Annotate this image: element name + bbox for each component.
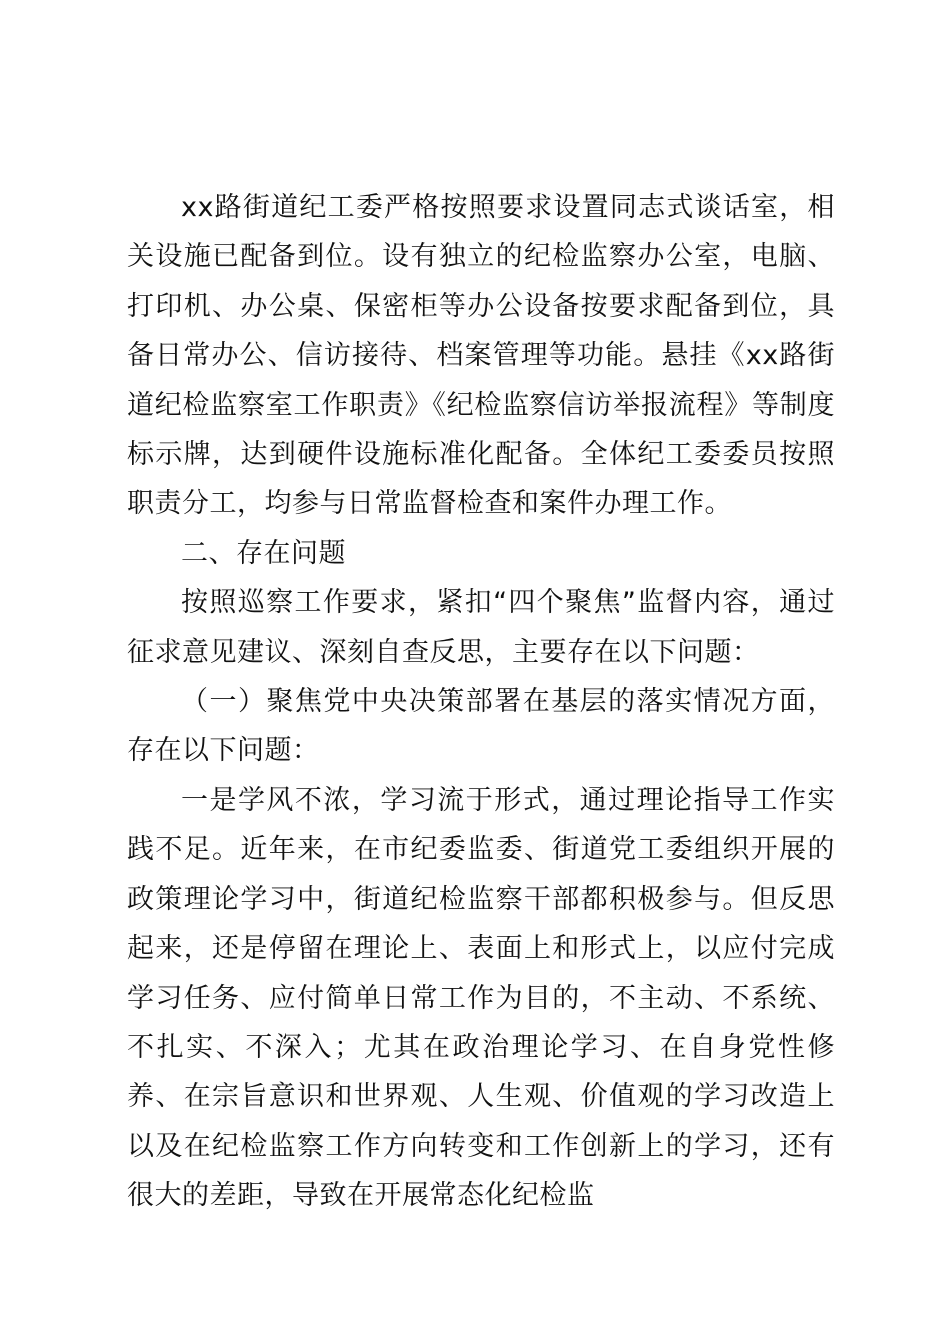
- paragraph-study-style: 一是学风不浓，学习流于形式，通过理论指导工作实践不足。近年来，在市纪委监委、街道党工委组织开展的政策理论学习中，街道纪检监察干部都积极参与。但反思起来，还是停留在理论上、表面上和形式上，以应付完成学习任务、应付简单日常工作为目的，不主动、不系统、不扎实、不深入；尤其在政治理论学习、在自身党性修养、在宗旨意识和世界观、人生观、价值观的学习改造上以及在纪检监察工作方向转变和工作创新上的学习，还有很大的差距，导致在开展常态化纪检监: [127, 784, 835, 1212]
- section-heading-problems: 二、存在问题: [181, 537, 346, 569]
- paragraph-facilities: xx路街道纪工委严格按照要求设置同志式谈话室，相关设施已配备到位。设有独立的纪检监察办公室，电脑、打印机、办公桌、保密柜等办公设备按要求配备到位，具备日常办公、信访接待、档案管理等功能。悬挂《xx路街道纪检监察室工作职责》《纪检监察信访举报流程》等制度标示牌，达到硬件设施标准化配备。全体纪工委委员按照职责分工，均参与日常监督检查和案件办理工作。: [127, 192, 835, 520]
- document-body: [127, 183, 835, 1221]
- paragraph-intro-problems: 按照巡察工作要求，紧扣“四个聚焦”监督内容，通过征求意见建议、深刻自查反思，主要存在以下问题：: [127, 587, 835, 668]
- subheading-focus-one: （一）聚焦党中央决策部署在基层的落实情况方面，存在以下问题：: [127, 686, 835, 767]
